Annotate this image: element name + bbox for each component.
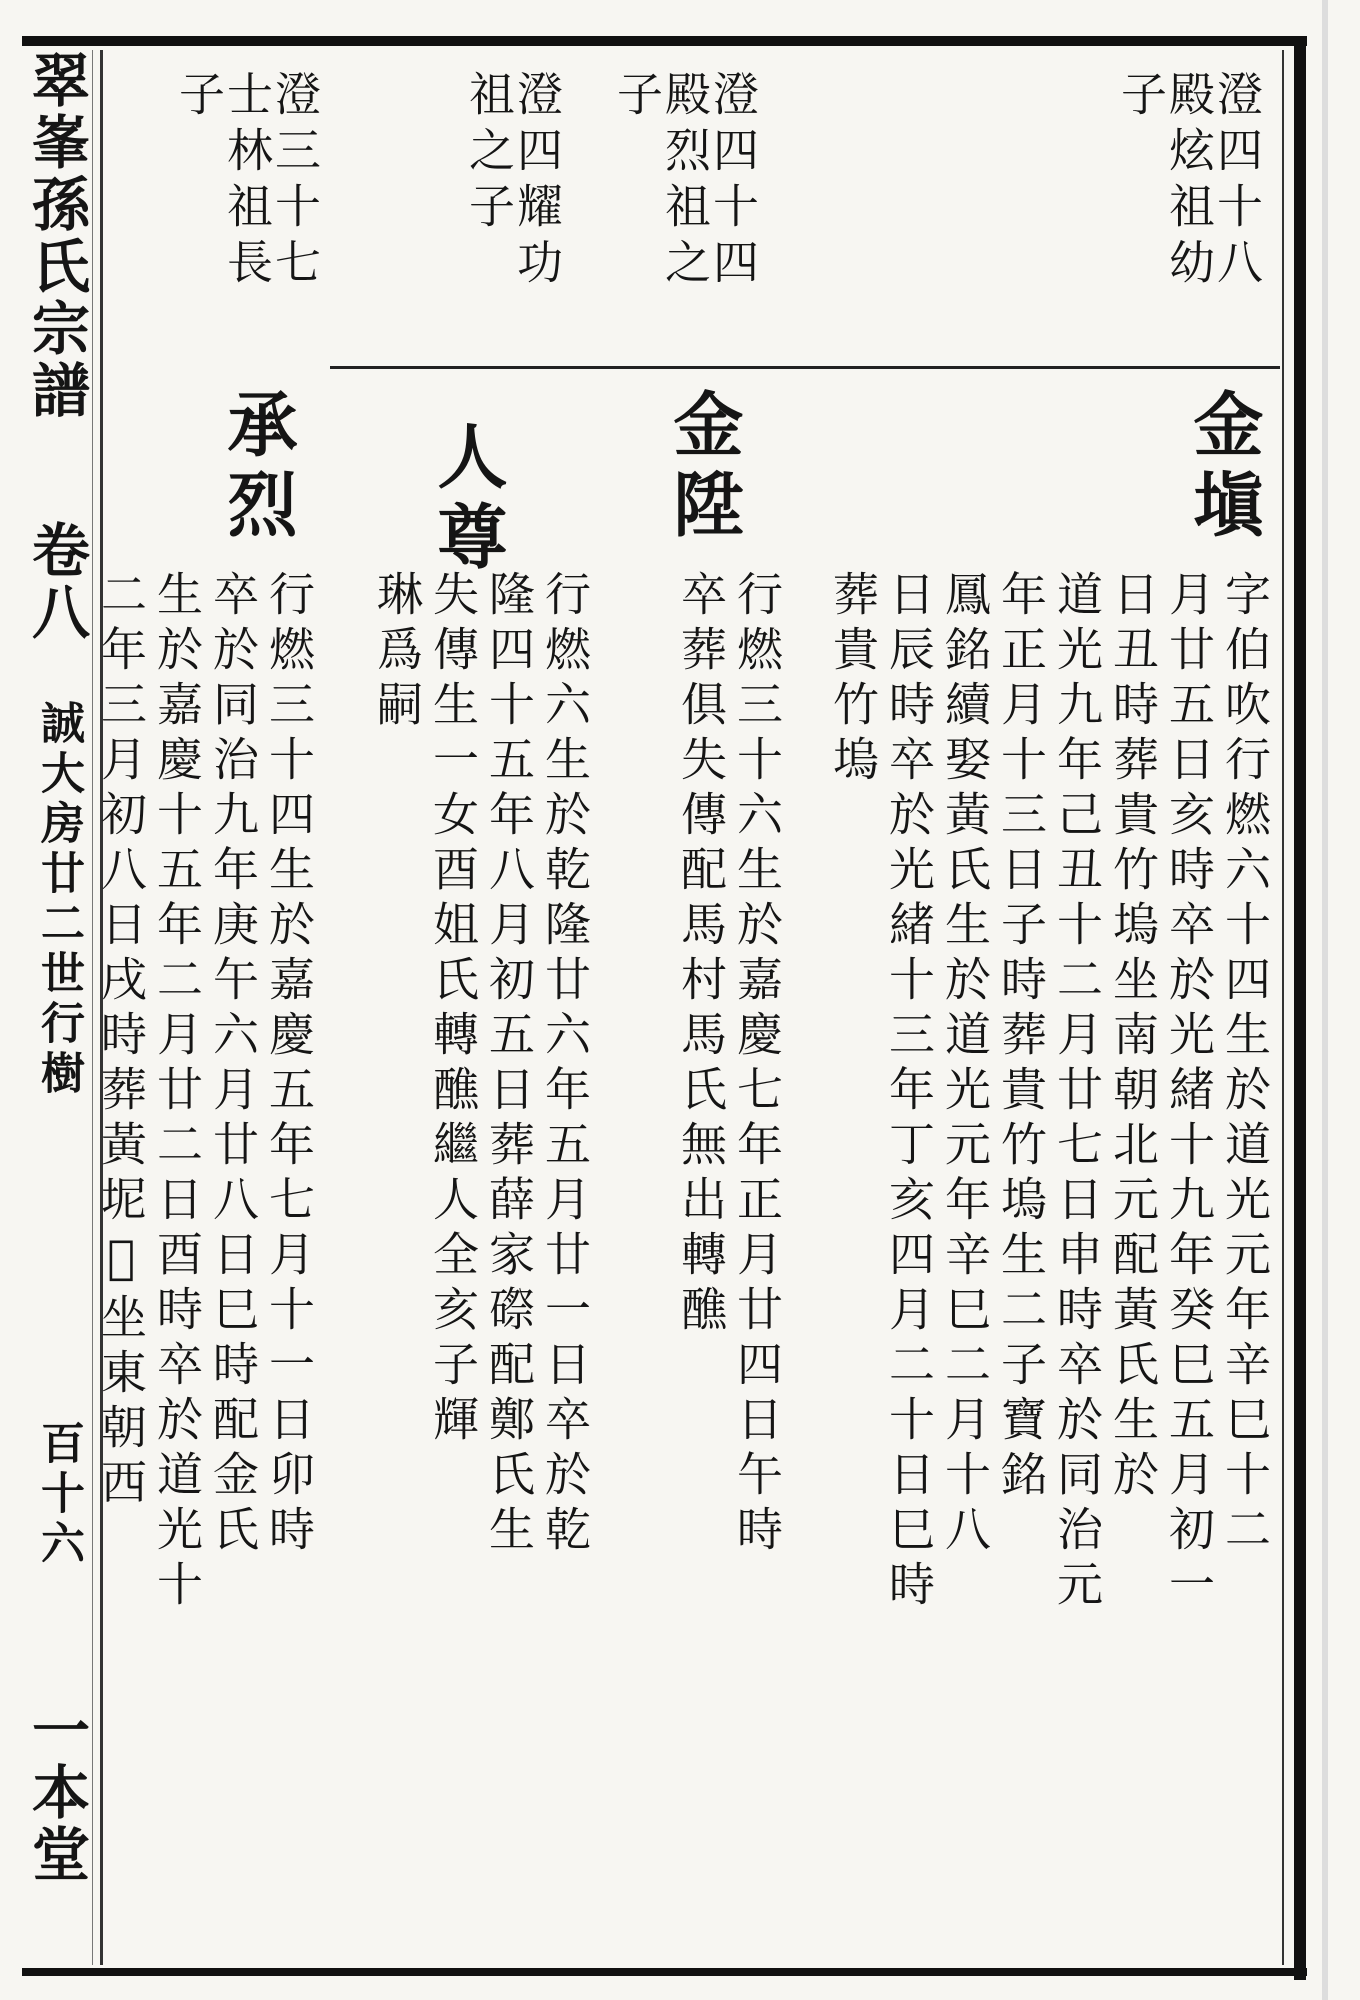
body-column: 二年三月初八日戌時葬黃坭𡶖坐東朝西: [94, 570, 148, 1513]
body-column: 隆四十五年八月初五日葬薛家磜配鄭氏生: [482, 570, 536, 1560]
header-divider: [330, 366, 1280, 369]
body-column: 日辰時卒於光緒十三年丁亥四月二十日巳時: [882, 570, 936, 1615]
frame-top-border: [22, 36, 1307, 46]
margin-title: 翠峯孫氏宗譜: [22, 50, 90, 422]
header-column: 澄三十七: [268, 70, 322, 294]
body-column: 行燃三十四生於嘉慶五年七月十一日卯時: [262, 570, 316, 1560]
body-column: 卒葬俱失傳配馬村馬氏無出轉醮: [674, 570, 728, 1340]
frame-inner-right-border: [1282, 50, 1284, 1965]
body-column: 失傳生一女酉姐氏轉醮繼人全亥子輝: [426, 570, 480, 1450]
person-name: 金陞: [662, 388, 745, 548]
header-column: 子: [610, 70, 664, 126]
header-column: 澄四十八: [1210, 70, 1264, 294]
frame-right-border: [1294, 36, 1306, 1980]
body-column: 葬貴竹塢: [826, 570, 880, 790]
header-column: 澄四耀功: [510, 70, 564, 294]
body-column: 鳳銘續娶黃氏生於道光元年辛巳二月十八: [938, 570, 992, 1560]
body-column: 月廿五日亥時卒於光緒十九年癸巳五月初一: [1162, 570, 1216, 1615]
body-column: 卒於同治九年庚午六月廿八日巳時配金氏: [206, 570, 260, 1560]
header-column: 祖之子: [462, 70, 516, 238]
margin-page-number: 百十六: [33, 1420, 84, 1570]
body-column: 行燃六生於乾隆廿六年五月廿一日卒於乾: [538, 570, 592, 1560]
person-name: 人尊: [426, 420, 509, 580]
body-column: 道光九年己丑十二月廿七日申時卒於同治元: [1050, 570, 1104, 1615]
margin-section: 誠大房廿二世行樹: [33, 700, 84, 1100]
person-name: 金塡: [1182, 388, 1265, 548]
body-column: 年正月十三日子時葬貴竹塢生二子寶銘: [994, 570, 1048, 1505]
body-column: 生於嘉慶十五年二月廿二日酉時卒於道光十: [150, 570, 204, 1615]
header-column: 殿炫祖幼: [1162, 70, 1216, 294]
header-column: 澄四十四: [706, 70, 760, 294]
body-column: 行燃三十六生於嘉慶七年正月廿四日午時: [730, 570, 784, 1560]
body-column: 日丑時葬貴竹塢坐南朝北元配黃氏生於: [1106, 570, 1160, 1505]
body-column: 琳爲嗣: [370, 570, 424, 735]
page-edge: [1322, 0, 1328, 2000]
body-column: 字伯吹行燃六十四生於道光元年辛巳十二: [1218, 570, 1272, 1560]
margin-divider-thin: [92, 50, 93, 1965]
header-column: 子: [1114, 70, 1168, 126]
margin-hall-name: 一本堂: [22, 1700, 90, 1886]
header-column: 子: [172, 70, 226, 126]
person-name: 承烈: [216, 388, 299, 548]
header-column: 士林祖長: [220, 70, 274, 294]
frame-bottom-border: [22, 1968, 1307, 1976]
margin-volume: 卷八: [22, 520, 90, 644]
header-column: 殿烈祖之: [658, 70, 712, 294]
